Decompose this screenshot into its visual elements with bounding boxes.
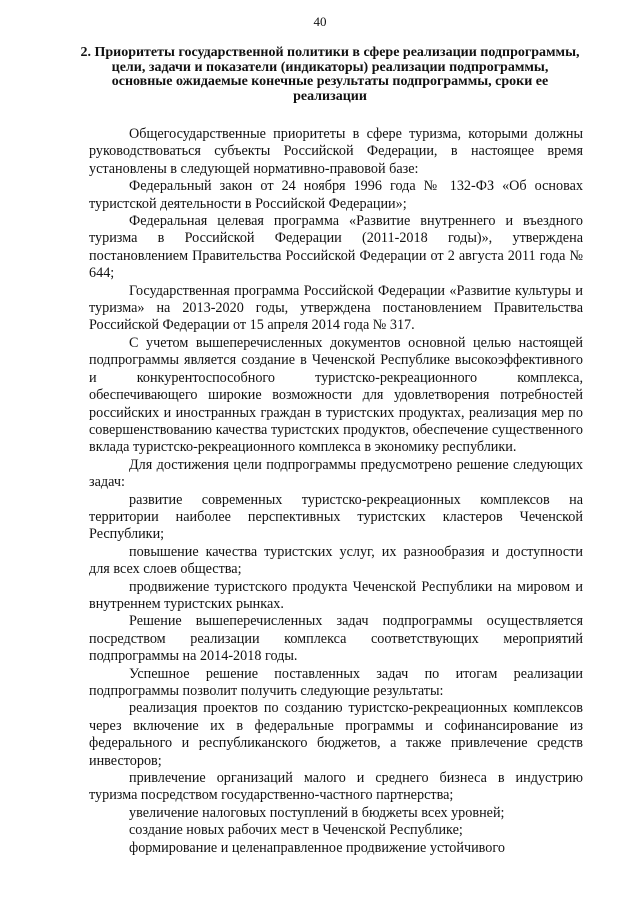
paragraph: увеличение налоговых поступлений в бюджеты всех уровней; (129, 804, 505, 821)
document-body (89, 126, 583, 857)
paragraph: продвижение туристского продукта Чеченской Республики на мировом и внутреннем туристских рынках. (89, 578, 583, 612)
paragraph: Общегосударственные приоритеты в сфере туризма, которыми должны руководствоваться субъекты Российской Федерации, в настоящее время установлены в следующей нормативно-правовой базе: (89, 126, 583, 177)
paragraph: Решение вышеперечисленных задач подпрограммы осуществляется посредством реализации комплекса соответствующих мероприятий подпрограммы на 2014-2018 годы. (89, 613, 583, 665)
paragraph: Для достижения цели подпрограммы предусмотрено решение следующих задач: (89, 456, 583, 491)
paragraph: Государственная программа Российской Федерации «Развитие культуры и туризма» на 2013-2020 годы, утверждена постановлением Правительства Российской Федерации от 15 апреля 2014 года № 317. (89, 282, 583, 334)
paragraph: С учетом вышеперечисленных документов основной целью настоящей подпрограммы является создание в Чеченской Республике высокоэффективного и конкурентоспособного туристско-рекреационного комплекса, обеспечивающего широкие возможности для удовлетворения потребностей российских и иностранных граждан в туристских продуктах, реализация мер по совершенствованию качества туристских продуктов, обеспечение существенного вклада туристско-рекреационного комплекса в экономику республики. (89, 334, 583, 456)
page-number: 40 (313, 14, 327, 29)
paragraph: Федеральный закон от 24 ноября 1996 года № 132-ФЗ «Об основах туристской деятельности в Российской Федерации»; (89, 178, 583, 212)
paragraph: реализация проектов по созданию туристско-рекреационных комплексов через включение их в федеральные программы и софинансирование из федерального и республиканского бюджетов, а также привлечение средств инвесторов; (89, 700, 583, 769)
paragraph: привлечение организаций малого и среднего бизнеса в индустрию туризма посредством государственно-частного партнерства; (89, 770, 583, 804)
paragraph: развитие современных туристско-рекреационных комплексов на территории наиболее перспективных туристских кластеров Чеченской Республики; (89, 491, 583, 543)
paragraph: Федеральная целевая программа «Развитие внутреннего и въездного туризма в Российской Федерации (2011-2018 годы)», утверждена постановлением Правительства Российской Федерации от 2 августа 2011 года № 644; (89, 213, 583, 282)
paragraph: Успешное решение поставленных задач по итогам реализации подпрограммы позволит получить следующие результаты: (89, 665, 583, 699)
paragraph: формирование и целенаправленное продвижение устойчивого (129, 839, 505, 856)
section-heading: 2. Приоритеты государственной политики в сфере реализации подпрограммы, цели, задачи и показатели (индикаторы) реализации подпрограммы, основные ожидаемые конечные результаты подпрограммы, сроки ее реализации (80, 45, 580, 104)
paragraph: создание новых рабочих мест в Чеченской Республике; (129, 822, 463, 839)
paragraph: повышение качества туристских услуг, их разнообразия и доступности для всех слоев общества; (89, 543, 583, 578)
